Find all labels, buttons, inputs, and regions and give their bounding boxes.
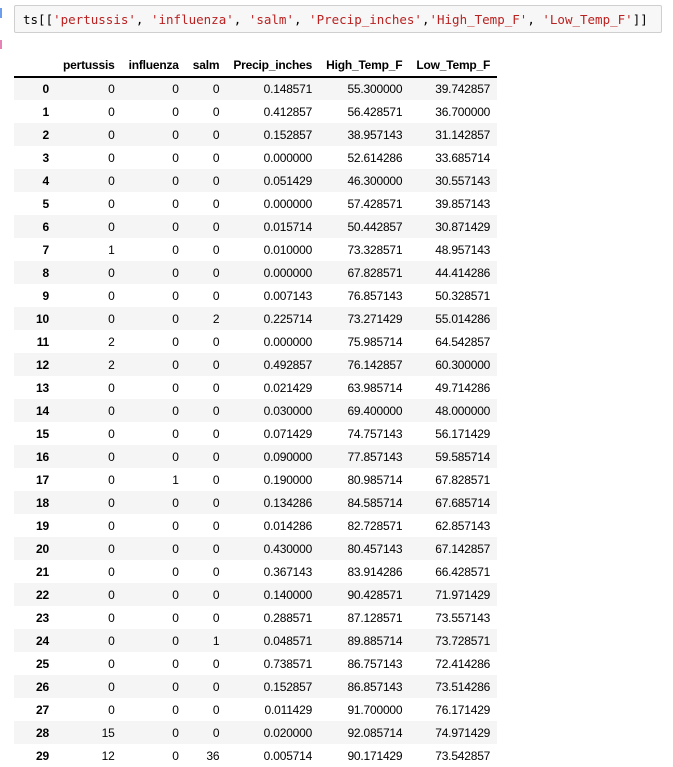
table-cell: 0.152857 <box>263 127 313 142</box>
table-row <box>14 215 497 238</box>
table-row <box>14 537 497 560</box>
table-row <box>14 721 497 744</box>
table-cell: 73.728571 <box>435 633 491 648</box>
row-index: 21 <box>36 564 49 579</box>
table-cell: 1 <box>108 242 115 257</box>
table-cell: 0.492857 <box>263 357 313 372</box>
table-row <box>14 583 497 606</box>
table-cell: 0 <box>108 656 115 671</box>
table-cell: 48.957143 <box>435 242 491 257</box>
table-cell: 0.140000 <box>263 587 313 602</box>
table-cell: 76.171429 <box>435 702 491 717</box>
table-cell: 0 <box>108 472 115 487</box>
table-cell: 0 <box>212 495 220 510</box>
table-cell: 59.585714 <box>435 449 491 464</box>
table-cell: 0 <box>212 150 220 165</box>
table-row <box>14 491 497 514</box>
dataframe-table <box>14 56 497 767</box>
table-cell: 39.857143 <box>435 196 491 211</box>
table-cell: 76.142857 <box>347 357 403 372</box>
table-row <box>14 146 497 169</box>
table-cell: 80.457143 <box>347 541 403 556</box>
table-cell: 0 <box>108 104 115 119</box>
table-cell: 0 <box>172 495 179 510</box>
table-cell: 0 <box>172 702 179 717</box>
row-index: 17 <box>36 472 49 487</box>
row-index: 18 <box>36 495 49 510</box>
table-cell: 0 <box>212 610 220 625</box>
table-cell: 0.738571 <box>263 656 313 671</box>
row-index: 19 <box>36 518 49 533</box>
table-cell: 71.971429 <box>435 587 491 602</box>
table-cell: 0.134286 <box>263 495 313 510</box>
column-header-low_temp_f: Low_Temp_F <box>409 56 497 77</box>
row-index: 24 <box>36 633 49 648</box>
table-cell: 57.428571 <box>347 196 403 211</box>
table-cell: 0 <box>172 380 179 395</box>
column-header-pertussis: pertussis <box>56 56 122 77</box>
table-row <box>14 353 497 376</box>
table-cell: 0.014286 <box>263 518 313 533</box>
table-cell: 49.714286 <box>435 380 491 395</box>
table-cell: 0 <box>108 518 115 533</box>
table-cell: 55.014286 <box>435 311 491 326</box>
row-index: 1 <box>42 104 49 119</box>
table-row <box>14 445 497 468</box>
table-cell: 56.171429 <box>435 426 491 441</box>
table-cell: 0 <box>108 380 115 395</box>
table-row <box>14 468 497 491</box>
table-cell: 82.728571 <box>347 518 403 533</box>
table-cell: 0 <box>212 82 220 96</box>
table-cell: 0 <box>108 265 115 280</box>
table-cell: 0 <box>172 357 179 372</box>
table-cell: 0 <box>108 288 115 303</box>
table-cell: 0 <box>172 449 179 464</box>
row-index: 27 <box>36 702 49 717</box>
table-cell: 30.871429 <box>435 219 491 234</box>
table-cell: 0 <box>212 380 220 395</box>
table-cell: 0.005714 <box>263 748 313 763</box>
code-string-token: 'pertussis' <box>53 11 136 27</box>
table-cell: 0 <box>212 587 220 602</box>
table-cell: 0.030000 <box>263 403 313 418</box>
table-cell: 0 <box>108 219 115 234</box>
table-cell: 0 <box>108 679 115 694</box>
table-cell: 89.885714 <box>347 633 403 648</box>
table-cell: 0.010000 <box>263 242 313 257</box>
table-cell: 0 <box>212 449 220 464</box>
table-cell: 0 <box>212 127 220 142</box>
table-cell: 0 <box>212 656 220 671</box>
table-cell: 0.412857 <box>263 104 313 119</box>
table-cell: 67.142857 <box>435 541 491 556</box>
table-cell: 63.985714 <box>347 380 403 395</box>
table-row <box>14 123 497 146</box>
table-cell: 0 <box>212 265 220 280</box>
table-cell: 91.700000 <box>347 702 403 717</box>
row-index: 14 <box>36 403 49 418</box>
row-index: 25 <box>36 656 49 671</box>
table-cell: 36.700000 <box>435 104 491 119</box>
table-cell: 0 <box>172 242 179 257</box>
code-string-token: 'salm' <box>248 11 294 27</box>
table-cell: 0.225714 <box>263 311 313 326</box>
table-cell: 73.557143 <box>435 610 491 625</box>
table-row <box>14 77 497 100</box>
table-cell: 0 <box>172 104 179 119</box>
table-cell: 0.000000 <box>263 196 313 211</box>
table-cell: 36 <box>206 748 220 763</box>
table-cell: 74.757143 <box>347 426 403 441</box>
table-cell: 0 <box>212 472 220 487</box>
row-index: 23 <box>36 610 49 625</box>
table-cell: 0 <box>108 495 115 510</box>
table-cell: 0 <box>212 173 220 188</box>
row-index: 7 <box>42 242 49 257</box>
out-prompt-fragment <box>0 40 2 49</box>
table-cell: 74.971429 <box>435 725 491 740</box>
row-index: 15 <box>36 426 49 441</box>
table-cell: 2 <box>108 334 115 349</box>
table-cell: 84.585714 <box>347 495 403 510</box>
table-cell: 90.171429 <box>347 748 403 763</box>
table-row <box>14 284 497 307</box>
code-token: , <box>527 11 543 27</box>
table-cell: 0 <box>108 426 115 441</box>
table-cell: 67.685714 <box>435 495 491 510</box>
table-cell: 0 <box>172 587 179 602</box>
table-cell: 0 <box>212 518 220 533</box>
table-cell: 0 <box>108 127 115 142</box>
table-cell: 0 <box>108 541 115 556</box>
table-cell: 0 <box>108 311 115 326</box>
table-cell: 86.857143 <box>347 679 403 694</box>
table-cell: 1 <box>212 633 220 648</box>
row-index: 29 <box>36 748 49 763</box>
code-cell[interactable] <box>14 5 662 33</box>
table-cell: 0 <box>172 610 179 625</box>
row-index: 28 <box>36 725 49 740</box>
table-row <box>14 261 497 284</box>
table-cell: 0 <box>172 334 179 349</box>
table-cell: 0 <box>212 541 220 556</box>
table-cell: 0 <box>108 150 115 165</box>
table-row <box>14 238 497 261</box>
row-index: 20 <box>36 541 49 556</box>
table-cell: 69.400000 <box>347 403 403 418</box>
code-token: , <box>293 11 310 27</box>
column-header-precip_inches: Precip_inches <box>226 56 319 77</box>
code-token: , <box>421 11 430 27</box>
code-string-token: 'Precip_inches' <box>309 11 422 27</box>
code-string-token: 'High_Temp_F' <box>429 11 528 27</box>
table-cell: 0 <box>108 564 115 579</box>
table-cell: 0 <box>108 610 115 625</box>
table-cell: 87.128571 <box>347 610 403 625</box>
table-cell: 0 <box>212 679 220 694</box>
table-cell: 0.288571 <box>263 610 313 625</box>
table-cell: 0 <box>212 403 220 418</box>
table-cell: 2 <box>212 311 220 326</box>
table-row <box>14 192 497 215</box>
table-cell: 0 <box>172 679 179 694</box>
table-cell: 50.328571 <box>435 288 491 303</box>
column-header-salm: salm <box>186 56 227 77</box>
table-cell: 0.071429 <box>263 426 313 441</box>
table-row <box>14 744 497 767</box>
code-token: , <box>233 11 249 27</box>
table-cell: 73.514286 <box>435 679 491 694</box>
row-index: 2 <box>42 127 49 142</box>
table-cell: 73.271429 <box>347 311 403 326</box>
table-cell: 0 <box>172 725 179 740</box>
row-index: 6 <box>42 219 49 234</box>
table-row <box>14 652 497 675</box>
table-cell: 15 <box>101 725 115 740</box>
table-cell: 0 <box>212 725 220 740</box>
dataframe-header-row <box>14 56 497 77</box>
table-cell: 0 <box>108 702 115 717</box>
in-prompt-fragment <box>0 8 2 18</box>
table-cell: 76.857143 <box>347 288 403 303</box>
table-cell: 0 <box>212 426 220 441</box>
table-cell: 55.300000 <box>347 82 403 96</box>
table-cell: 0.430000 <box>263 541 313 556</box>
table-cell: 0 <box>212 564 220 579</box>
table-cell: 0.148571 <box>263 82 313 96</box>
table-cell: 33.685714 <box>435 150 491 165</box>
row-index: 10 <box>36 311 49 326</box>
table-cell: 0 <box>212 288 220 303</box>
row-index: 11 <box>36 334 49 349</box>
table-cell: 67.828571 <box>435 472 491 487</box>
table-cell: 46.300000 <box>347 173 403 188</box>
row-index: 26 <box>36 679 49 694</box>
table-cell: 48.000000 <box>435 403 491 418</box>
table-cell: 0 <box>108 633 115 648</box>
table-cell: 0.051429 <box>263 173 313 188</box>
row-index: 9 <box>42 288 49 303</box>
table-cell: 1 <box>172 472 179 487</box>
table-cell: 0.021429 <box>263 380 313 395</box>
table-cell: 0 <box>172 288 179 303</box>
table-cell: 62.857143 <box>435 518 491 533</box>
column-header-high_temp_f: High_Temp_F <box>319 56 409 77</box>
table-row <box>14 376 497 399</box>
table-row <box>14 100 497 123</box>
table-cell: 2 <box>108 357 115 372</box>
table-row <box>14 399 497 422</box>
table-cell: 0.000000 <box>263 334 313 349</box>
table-cell: 0.000000 <box>263 150 313 165</box>
code-token: , <box>135 11 151 27</box>
row-index: 4 <box>42 173 49 188</box>
table-cell: 0 <box>172 127 179 142</box>
table-cell: 0 <box>108 196 115 211</box>
code-string-token: 'influenza' <box>150 11 234 27</box>
row-index: 16 <box>36 449 49 464</box>
code-token: ]] <box>632 11 648 27</box>
table-cell: 12 <box>101 748 115 763</box>
table-cell: 0 <box>172 150 179 165</box>
row-index: 13 <box>36 380 49 395</box>
table-row <box>14 307 497 330</box>
table-cell: 0 <box>172 311 179 326</box>
table-row <box>14 629 497 652</box>
table-cell: 44.414286 <box>435 265 491 280</box>
table-cell: 80.985714 <box>347 472 403 487</box>
table-cell: 0 <box>172 173 179 188</box>
table-cell: 0 <box>172 82 179 96</box>
row-index: 3 <box>42 150 49 165</box>
table-cell: 0 <box>172 426 179 441</box>
table-cell: 0.152857 <box>263 679 313 694</box>
table-cell: 0 <box>172 265 179 280</box>
table-cell: 60.300000 <box>435 357 491 372</box>
table-cell: 0.190000 <box>263 472 313 487</box>
table-cell: 52.614286 <box>347 150 403 165</box>
table-cell: 83.914286 <box>347 564 403 579</box>
table-row <box>14 330 497 353</box>
table-cell: 0.007143 <box>263 288 313 303</box>
table-cell: 66.428571 <box>435 564 491 579</box>
table-cell: 0 <box>172 633 179 648</box>
table-cell: 86.757143 <box>347 656 403 671</box>
table-cell: 0.048571 <box>263 633 313 648</box>
table-cell: 77.857143 <box>347 449 403 464</box>
row-index: 0 <box>42 82 49 96</box>
table-cell: 73.328571 <box>347 242 403 257</box>
table-cell: 0 <box>172 518 179 533</box>
table-cell: 0 <box>212 334 220 349</box>
table-cell: 92.085714 <box>347 725 403 740</box>
table-cell: 0 <box>108 449 115 464</box>
table-cell: 0 <box>212 219 220 234</box>
code-line[interactable] <box>15 12 648 27</box>
table-cell: 31.142857 <box>435 127 491 142</box>
table-cell: 0.000000 <box>263 265 313 280</box>
table-cell: 0 <box>172 656 179 671</box>
table-cell: 0 <box>172 564 179 579</box>
table-cell: 0 <box>172 196 179 211</box>
table-cell: 38.957143 <box>347 127 403 142</box>
table-row <box>14 606 497 629</box>
table-cell: 0 <box>108 82 115 96</box>
column-header-influenza: influenza <box>122 56 186 77</box>
table-row <box>14 675 497 698</box>
table-cell: 0.020000 <box>263 725 313 740</box>
row-index: 12 <box>36 357 49 372</box>
index-column-header <box>14 56 56 77</box>
table-cell: 0 <box>212 357 220 372</box>
table-row <box>14 560 497 583</box>
code-token: ts[[ <box>23 11 54 27</box>
table-row <box>14 169 497 192</box>
table-cell: 0.015714 <box>263 219 313 234</box>
dataframe-body <box>14 77 497 767</box>
table-cell: 30.557143 <box>435 173 491 188</box>
table-cell: 0 <box>108 587 115 602</box>
row-index: 8 <box>42 265 49 280</box>
table-cell: 39.742857 <box>435 82 491 96</box>
table-cell: 0 <box>212 196 220 211</box>
table-cell: 0.090000 <box>263 449 313 464</box>
code-string-token: 'Low_Temp_F' <box>542 11 633 27</box>
table-cell: 75.985714 <box>347 334 403 349</box>
table-cell: 0 <box>172 541 179 556</box>
table-cell: 0.011429 <box>264 702 313 717</box>
table-row <box>14 422 497 445</box>
table-row <box>14 514 497 537</box>
table-cell: 0 <box>212 104 220 119</box>
table-cell: 0 <box>172 219 179 234</box>
table-cell: 0 <box>172 403 179 418</box>
row-index: 22 <box>36 587 49 602</box>
table-cell: 0 <box>108 403 115 418</box>
table-cell: 72.414286 <box>435 656 491 671</box>
table-cell: 0 <box>212 242 220 257</box>
table-cell: 50.442857 <box>347 219 403 234</box>
table-cell: 56.428571 <box>347 104 403 119</box>
table-cell: 0 <box>172 748 179 763</box>
table-cell: 67.828571 <box>347 265 403 280</box>
table-cell: 64.542857 <box>435 334 491 349</box>
table-row <box>14 698 497 721</box>
row-index: 5 <box>42 196 49 211</box>
table-cell: 0 <box>108 173 115 188</box>
table-cell: 90.428571 <box>347 587 403 602</box>
table-cell: 73.542857 <box>435 748 491 763</box>
table-cell: 0.367143 <box>263 564 313 579</box>
table-cell: 0 <box>212 702 220 717</box>
